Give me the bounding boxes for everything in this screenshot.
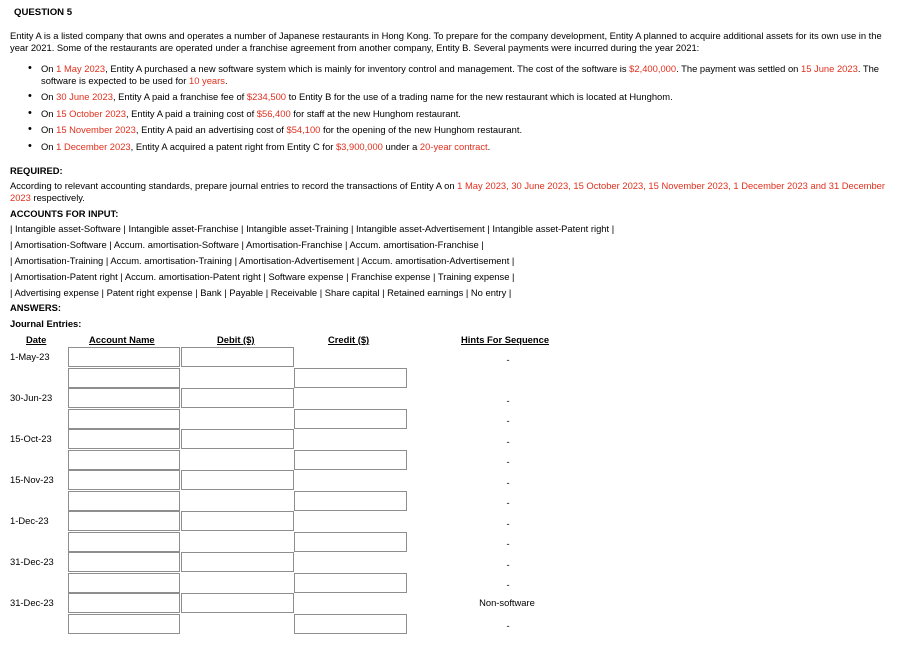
accounts-line: | Amortisation-Training | Accum. amortisation-Training | Amortisation-Advertisement | Accum. amortisation-Advertisement |: [10, 255, 515, 266]
transaction-item: [10, 141, 900, 153]
required-label: REQUIRED:: [10, 165, 63, 176]
date-highlight: 1 December 2023: [56, 140, 131, 152]
transaction-item: [10, 91, 900, 103]
account-name-input[interactable]: [68, 470, 180, 490]
account-column-header: Account Name: [89, 334, 155, 345]
entry-date: 15-Oct-23: [10, 433, 52, 444]
text: for staff at the new Hunghom restaurant.: [290, 107, 461, 119]
credit-input[interactable]: [294, 368, 407, 388]
entry-date: 1-May-23: [10, 351, 50, 362]
amount-highlight: $234,500: [246, 91, 286, 102]
answers-label: ANSWERS:: [10, 302, 62, 313]
required-dates: 1 May 2023, 30 June 2023, 15 October 2023, 15 November 2023, 1 December 2023 and 31 December 2023: [10, 180, 886, 203]
amount-highlight: $56,400: [256, 107, 291, 119]
debit-input[interactable]: [181, 388, 294, 408]
text: .: [487, 140, 491, 152]
accounts-list: [10, 223, 900, 303]
text: for the opening of the new Hunghom restaurant.: [320, 124, 523, 135]
text: , Entity A paid a franchise fee of: [112, 91, 247, 102]
text: , Entity A paid an advertising cost of: [135, 124, 287, 135]
text: to Entity B for the use of a trading name for the new restaurant which is located at Hunghom.: [286, 91, 673, 102]
sequence-hint: -: [506, 456, 510, 467]
accounts-line: | Intangible asset-Software | Intangible asset-Franchise | Intangible asset-Training | Intangible asset-Advertisement | Intangible asset-Patent right |: [10, 223, 615, 234]
text: . The software is expected to be used for: [41, 63, 880, 86]
account-name-input[interactable]: [68, 593, 180, 613]
transaction-item: [10, 124, 900, 136]
entry-date: 30-Jun-23: [10, 392, 53, 403]
text: On: [41, 124, 57, 135]
text: According to relevant accounting standards, prepare journal entries to record the transactions of Entity A on: [10, 180, 458, 191]
date-column-header: Date: [26, 334, 47, 345]
account-name-input[interactable]: [68, 409, 180, 429]
credit-input[interactable]: [294, 491, 407, 511]
date-highlight: 15 June 2023: [801, 63, 858, 74]
transaction-list: [10, 63, 900, 157]
debit-input[interactable]: [181, 470, 294, 490]
sequence-hint: -: [506, 518, 510, 529]
account-name-input[interactable]: [68, 347, 180, 367]
date-highlight: 30 June 2023: [56, 91, 113, 102]
accounts-label: ACCOUNTS FOR INPUT:: [10, 208, 119, 219]
transaction-item: [10, 63, 900, 86]
sequence-hint: -: [506, 497, 510, 508]
credit-input[interactable]: [294, 532, 407, 552]
account-name-input[interactable]: [68, 532, 180, 552]
account-name-input[interactable]: [68, 450, 180, 470]
date-highlight: 1 May 2023: [56, 63, 106, 74]
debit-input[interactable]: [181, 347, 294, 367]
sequence-hint: -: [506, 477, 510, 488]
question-title: QUESTION 5: [14, 7, 73, 18]
text: .: [224, 74, 228, 86]
contract-term-highlight: 20-year contract: [419, 140, 488, 152]
text: , Entity A acquired a patent right from Entity C for: [130, 140, 336, 152]
text: , Entity A paid a training cost of: [125, 107, 257, 119]
debit-input[interactable]: [181, 429, 294, 449]
debit-column-header: Debit ($): [217, 334, 255, 345]
account-name-input[interactable]: [68, 429, 180, 449]
transaction-item: [10, 108, 900, 120]
text: On: [41, 63, 57, 74]
account-name-input[interactable]: [68, 614, 180, 634]
account-name-input[interactable]: [68, 511, 180, 531]
text: under a: [382, 140, 420, 152]
amount-highlight: $3,900,000: [335, 140, 383, 152]
amount-highlight: $2,400,000: [629, 63, 677, 74]
debit-input[interactable]: [181, 593, 294, 613]
sequence-hint: -: [506, 395, 510, 406]
text: , Entity A purchased a new software system which is mainly for inventory control and management. The cost of the software is: [105, 63, 630, 74]
account-name-input[interactable]: [68, 388, 180, 408]
accounts-line: | Advertising expense | Patent right expense | Bank | Payable | Receivable | Share capital | Retained earnings | No entry |: [10, 287, 512, 298]
sequence-hint: Non-software: [479, 597, 535, 608]
text: On: [41, 140, 57, 152]
text: On: [41, 107, 57, 119]
sequence-hint: -: [506, 436, 510, 447]
entry-date: 31-Dec-23: [10, 556, 54, 567]
accounts-line: | Amortisation-Patent right | Accum. amortisation-Patent right | Software expense | Franchise expense | Training expense |: [10, 271, 515, 282]
account-name-input[interactable]: [68, 573, 180, 593]
useful-life-highlight: 10 years: [189, 74, 225, 86]
credit-input[interactable]: [294, 450, 407, 470]
account-name-input[interactable]: [68, 491, 180, 511]
journal-entries-label: Journal Entries:: [10, 318, 82, 329]
entry-date: 15-Nov-23: [10, 474, 54, 485]
sequence-hint: -: [506, 354, 510, 365]
amount-highlight: $54,100: [286, 124, 321, 135]
sequence-hint: -: [506, 579, 510, 590]
sequence-hint: -: [506, 415, 510, 426]
intro-paragraph: Entity A is a listed company that owns and operates a number of Japanese restaurants in Hong Kong. To prepare for the company development, Entity A planned to acquire additional assets for its own use in the year 2021. Some of the restaurants are operated under a franchise agreement from another company, Entity B. Several payments were incurred during the year 2021:: [10, 30, 882, 53]
credit-column-header: Credit ($): [328, 334, 370, 345]
required-text: [10, 180, 900, 203]
debit-input[interactable]: [181, 511, 294, 531]
text: . The payment was settled on: [676, 63, 801, 74]
date-highlight: 15 November 2023: [56, 124, 136, 135]
sequence-hint: -: [506, 538, 510, 549]
accounts-line: | Amortisation-Software | Accum. amortisation-Software | Amortisation-Franchise | Accum. amortisation-Franchise |: [10, 239, 484, 250]
credit-input[interactable]: [294, 409, 407, 429]
entry-date: 1-Dec-23: [10, 515, 49, 526]
credit-input[interactable]: [294, 614, 407, 634]
sequence-hint: -: [506, 559, 510, 570]
sequence-hint: -: [506, 620, 510, 631]
text: respectively.: [30, 191, 85, 203]
debit-input[interactable]: [181, 552, 294, 572]
entry-date: 31-Dec-23: [10, 597, 54, 608]
account-name-input[interactable]: [68, 552, 180, 572]
hints-column-header: Hints For Sequence: [461, 334, 550, 345]
date-highlight: 15 October 2023: [56, 107, 126, 119]
credit-input[interactable]: [294, 573, 407, 593]
account-name-input[interactable]: [68, 368, 180, 388]
text: On: [41, 91, 57, 102]
